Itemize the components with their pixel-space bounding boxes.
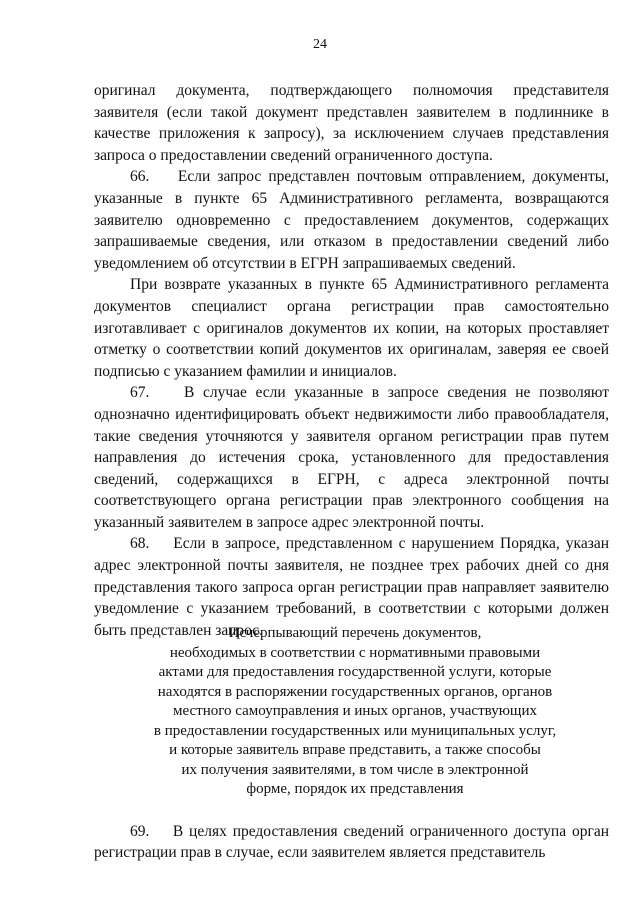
paragraph-number: 67. [130,384,150,402]
heading-line: форме, порядок их представления [246,781,464,797]
paragraph [94,274,609,382]
heading-line: Исчерпывающий перечень документов, [228,625,482,641]
paragraph-text: Если запрос представлен почтовым отправлением, документы, указанные в пункте 65 Административного регламента, возвращаются заявителю одновременно с предоставлением документов, содержащих запрашиваемые сведения, или отказом в предоставлении сведений либо уведомлением об отсутствии в ЕГРН запрашиваемых сведений. [94,168,610,272]
heading-line: находятся в распоряжении государственных органов, органов [157,683,553,700]
heading-line: актами для предоставления государственной услуги, которые [158,664,552,680]
paragraph-number: 68. [130,535,150,553]
paragraph [94,166,609,274]
section-heading [120,624,590,800]
body-text [94,80,609,641]
paragraph [94,382,609,533]
paragraph-text: При возврате указанных в пункте 65 Административного регламента документов специалист органа регистрации прав самостоятельно изготавливает с оригиналов документов их копии, на которых проставляет отметку о соответствии копий документов их оригиналам, заверяя ее своей подписью с указанием фамилии и инициалов. [94,276,609,380]
paragraph-text: В целях предоставления сведений ограниченного доступа орган регистрации прав в случае, если заявителем является представитель [94,822,610,862]
heading-line: в предоставлении государственных или муниципальных услуг, [153,722,557,739]
page-number: 24 [313,37,327,52]
paragraph-69 [94,821,609,864]
heading-line: местного самоуправления и иных органов, участвующих [173,703,537,719]
paragraph-text: В случае если указанные в запросе сведения не позволяют однозначно идентифицировать объект недвижимости либо правообладателя, такие сведения уточняются у заявителя органом регистрации прав путем направления до истечения срока, установленного для предоставления сведений, содержащихся в ЕГРН, с адреса электронной почты соответствующего органа регистрации прав электронного сообщения на указанный заявителем в запросе адрес электронной почты. [94,384,610,531]
heading-line: их получения заявителями, в том числе в электронной [181,761,529,778]
paragraph-text: Если в запросе, представленном с нарушением Порядка, указан адрес электронной почты заявителя, не позднее трех рабочих дней со дня представления такого запроса орган регистрации прав направляет заявителю уведомление с указанием требований, в соответствии с которыми должен быть представлен запрос. [94,535,609,639]
paragraph [94,80,609,166]
paragraph-text: оригинал документа, подтверждающего полномочия представителя заявителя (если такой документ представлен заявителем в подлиннике в качестве приложения к запросу), за исключением случаев представления запроса о предоставлении сведений ограниченного доступа. [94,82,609,164]
paragraph-number: 66. [130,168,150,186]
paragraph-number: 69. [130,822,150,840]
heading-line: необходимых в соответствии с нормативными правовыми [169,644,541,661]
heading-line: и которые заявитель вправе представить, а также способы [169,742,541,758]
